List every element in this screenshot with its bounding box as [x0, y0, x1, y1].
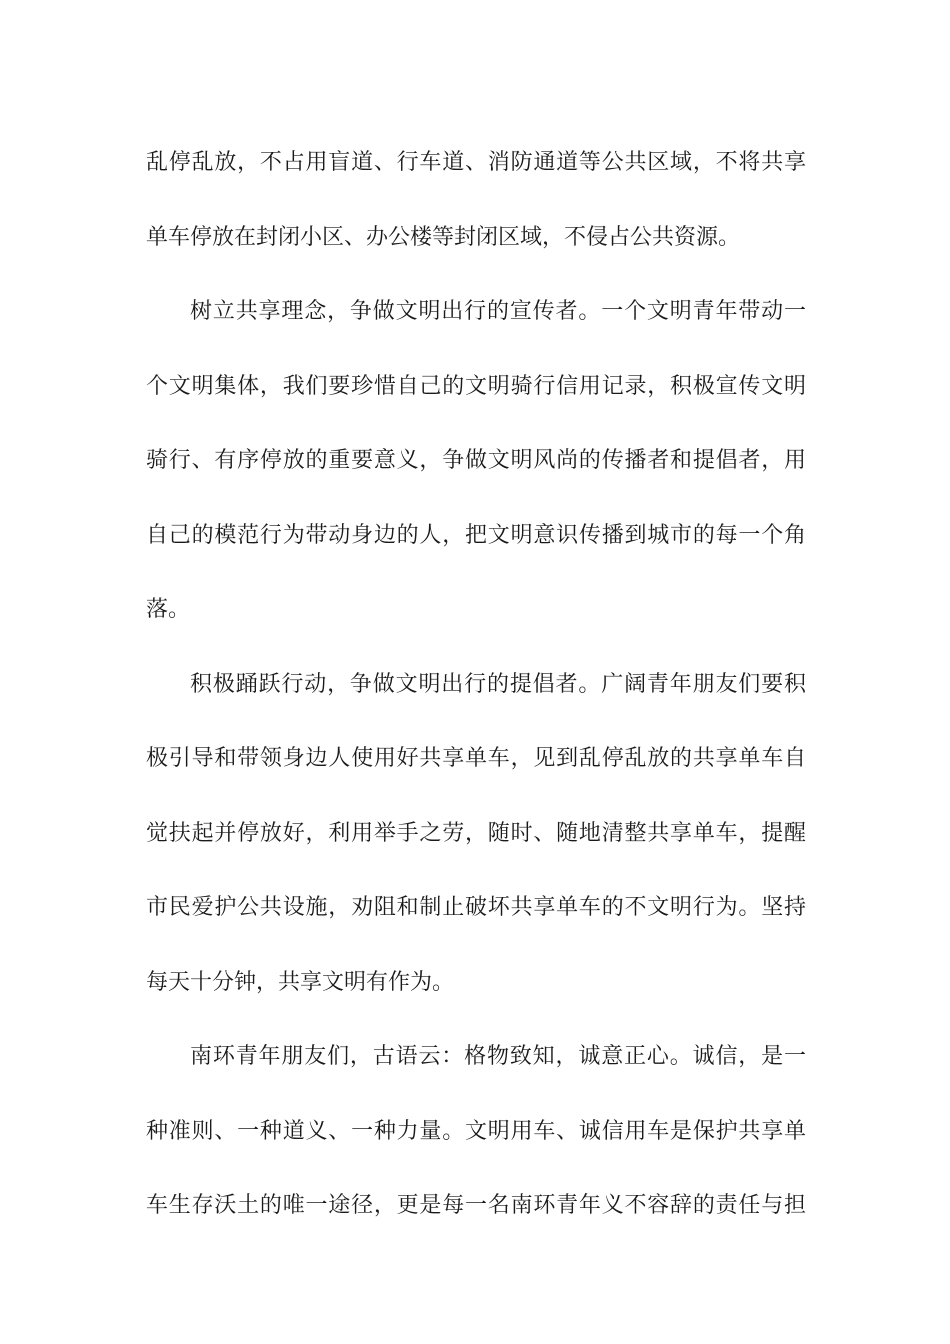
text-line: 个文明集体，我们要珍惜自己的文明骑行信用记录，积极宣传文明	[146, 373, 806, 399]
text-line: 种准则、一种道义、一种力量。文明用车、诚信用车是保护共享单	[146, 1118, 806, 1144]
text-line: 单车停放在封闭小区、办公楼等封闭区域，不侵占公共资源。	[146, 224, 741, 250]
text-line: 车生存沃土的唯一途径，更是每一名南环青年义不容辞的责任与担	[146, 1193, 806, 1218]
paragraph-first-line: 南环青年朋友们，古语云：格物致知，诚意正心。诚信，是一	[190, 1044, 806, 1069]
body-text	[146, 126, 806, 1244]
text-line: 落。	[146, 597, 191, 622]
text-line: 觉扶起并停放好，利用举手之劳，随时、随地清整共享单车，提醒	[146, 820, 806, 846]
text-line: 乱停乱放，不占用盲道、行车道、消防通道等公共区域，不将共享	[146, 150, 806, 175]
text-line: 市民爱护公共设施，劝阻和制止破坏共享单车的不文明行为。坚持	[146, 895, 806, 920]
text-line: 每天十分钟，共享文明有作为。	[146, 969, 455, 995]
paragraph-first-line: 树立共享理念，争做文明出行的宣传者。一个文明青年带动一	[190, 299, 806, 324]
text-line: 极引导和带领身边人使用好共享单车，见到乱停乱放的共享单车自	[146, 746, 806, 771]
text-line: 骑行、有序停放的重要意义，争做文明风尚的传播者和提倡者，用	[146, 448, 806, 473]
paragraph-first-line: 积极踊跃行动，争做文明出行的提倡者。广阔青年朋友们要积	[190, 671, 806, 697]
text-line: 自己的模范行为带动身边的人，把文明意识传播到城市的每一个角	[146, 522, 806, 548]
